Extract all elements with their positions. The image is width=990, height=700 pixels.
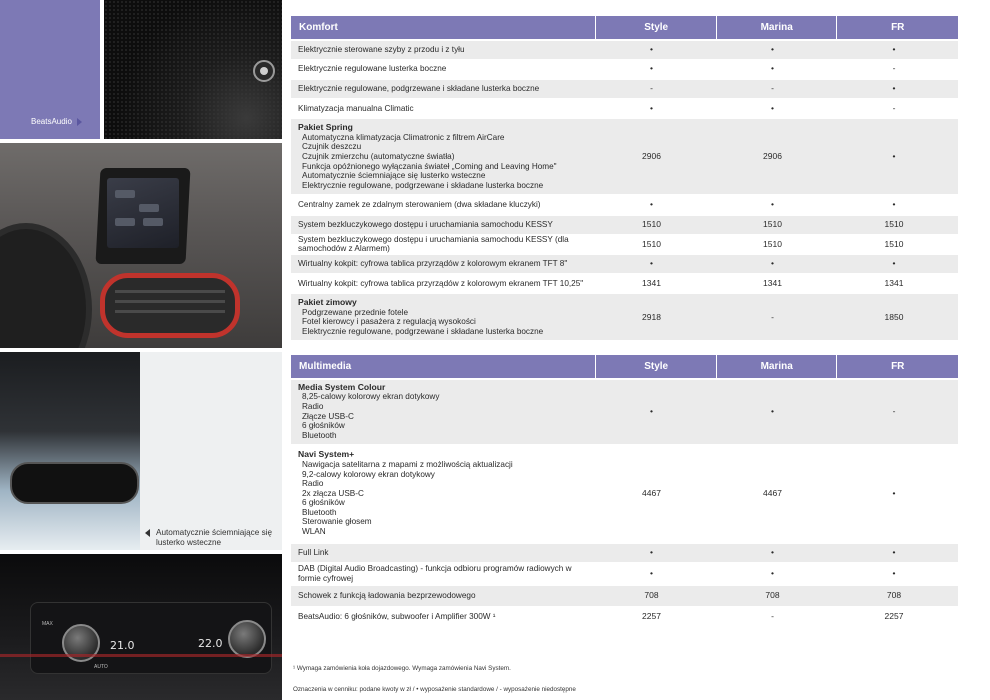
col-fr: FR: [891, 22, 905, 33]
value-marina: 4467: [763, 487, 782, 498]
feature-cell: [291, 80, 591, 98]
feature-cell: [291, 41, 591, 59]
feature-cell: [291, 380, 591, 444]
value-fr: •: [892, 43, 896, 54]
auto-label: AUTO: [94, 664, 108, 670]
value-fr: •: [892, 258, 896, 269]
value-style: 1341: [642, 277, 661, 288]
value-marina: 1510: [763, 238, 782, 249]
beats-audio-label: BeatsAudio: [31, 117, 72, 126]
value-fr: 2257: [884, 610, 904, 621]
feature-line: Bluetooth: [302, 430, 337, 440]
price-legend: Oznaczenia w cenniku: podane kwoty w zł / • wyposażenie standardowe / - wyposażenie niedostępne: [293, 686, 576, 693]
value-fr: 1510: [884, 238, 904, 249]
left-temperature-readout: 21.0: [110, 639, 135, 652]
feature-line: Centralny zamek ze zdalnym sterowaniem (dwa składane kluczyki): [298, 200, 541, 210]
komfort-table: [291, 16, 958, 340]
feature-line: Wirtualny kokpit: cyfrowa tablica przyrządów z kolorowym ekranem TFT 10,25": [298, 278, 584, 288]
feature-line: Czujnik deszczu: [302, 142, 362, 152]
mirror-caption: Automatycznie ściemniające się lusterko wsteczne: [156, 528, 273, 547]
value-style: •: [650, 546, 653, 557]
value-marina: -: [771, 83, 774, 94]
value-marina: •: [771, 63, 774, 74]
steering-wheel-shape: [0, 223, 92, 348]
beats-audio-tile: [0, 0, 100, 139]
feature-line: Elektrycznie regulowane, podgrzewane i składane lusterka boczne: [302, 326, 544, 336]
feature-line: Schowek z funkcją ładowania bezprzewodowego: [298, 590, 476, 600]
komfort-header: [291, 16, 958, 39]
table-row: [291, 119, 958, 194]
table-row: [291, 216, 958, 234]
value-style: •: [650, 258, 653, 269]
value-fr: -: [892, 102, 896, 113]
table-row: [291, 294, 958, 340]
feature-line: System bezkluczykowego dostępu i uruchamiania samochodu KESSY (dla samochodów z Alarmem): [298, 234, 569, 254]
feature-line: DAB (Digital Audio Broadcasting) - funkcja odbioru programów radiowych w formie cyfrowej: [298, 563, 572, 583]
package-title: Pakiet zimowy: [298, 297, 357, 308]
table-row: [291, 586, 958, 606]
value-fr: •: [892, 546, 896, 557]
feature-cell: [291, 119, 591, 194]
table-row: [291, 100, 958, 118]
value-marina: -: [771, 311, 774, 322]
feature-line: 6 głośników: [302, 498, 345, 508]
col-marina: Marina: [717, 355, 838, 378]
package-title: Media System Colour: [298, 381, 386, 392]
table-row: [291, 80, 958, 98]
value-fr: 708: [886, 589, 902, 600]
feature-line: Podgrzewane przednie fotele: [302, 307, 409, 317]
value-fr: •: [892, 150, 896, 161]
air-vent-shape: [100, 273, 240, 338]
package-title: Pakiet Spring: [298, 122, 353, 133]
value-marina: •: [771, 405, 774, 416]
value-fr: •: [892, 567, 896, 578]
value-marina: 708: [765, 589, 780, 600]
feature-line: 9,2-calowy kolorowy ekran dotykowy: [302, 469, 435, 479]
mirror-housing-shape: [10, 462, 139, 504]
value-style: 4467: [642, 487, 661, 498]
feature-line: BeatsAudio: 6 głośników, subwoofer i Amplifier 300W ¹: [298, 611, 496, 621]
package-title: Navi System+: [298, 449, 355, 460]
caption-arrow-icon: [145, 529, 150, 537]
right-temperature-knob: [228, 620, 266, 658]
multimedia-header: [291, 355, 958, 378]
feature-line: Bluetooth: [302, 507, 337, 517]
feature-cell: [291, 586, 591, 606]
value-style: •: [650, 43, 653, 54]
value-style: 2257: [642, 610, 661, 621]
infotainment-screen: [107, 178, 179, 248]
feature-line: Elektrycznie regulowane, podgrzewane i składane lusterka boczne: [302, 180, 544, 190]
value-fr: •: [892, 199, 896, 210]
value-style: 2918: [642, 311, 661, 322]
feature-cell: [291, 446, 591, 542]
feature-cell: [291, 294, 591, 340]
feature-line: System bezkluczykowego dostępu i uruchamiania samochodu KESSY: [298, 219, 553, 229]
play-arrow-icon: [77, 118, 82, 126]
value-fr: -: [892, 63, 896, 74]
value-style: •: [650, 199, 653, 210]
value-marina: •: [771, 258, 774, 269]
footnote: ¹ Wymaga zamówienia koła dojazdowego. Wymaga zamówienia Navi System.: [293, 665, 511, 672]
value-style: 1510: [642, 218, 661, 229]
table-row: [291, 380, 958, 444]
feature-line: 8,25-calowy kolorowy ekran dotykowy: [302, 392, 440, 402]
feature-line: Radio: [302, 479, 324, 489]
feature-cell: [291, 608, 591, 626]
feature-line: Nawigacja satelitarna z mapami z możliwością aktualizacji: [302, 459, 513, 469]
feature-cell: [291, 235, 591, 253]
feature-cell: [291, 196, 591, 214]
value-marina: 2906: [763, 150, 782, 161]
feature-line: Elektrycznie sterowane szyby z przodu i z tyłu: [298, 44, 465, 54]
table-row: [291, 608, 958, 626]
feature-line: Automatycznie ściemniające się lusterko wsteczne: [302, 171, 486, 181]
value-style: -: [650, 83, 653, 94]
feature-line: Elektrycznie regulowane lusterka boczne: [298, 64, 447, 74]
table-row: [291, 41, 958, 59]
feature-cell: [291, 564, 591, 584]
table-row: [291, 446, 958, 542]
speaker-logo-icon: [253, 60, 275, 82]
value-marina: •: [771, 102, 774, 113]
value-fr: -: [892, 405, 896, 416]
value-style: 2906: [642, 150, 661, 161]
col-fr: FR: [891, 361, 905, 372]
multimedia-title: Multimedia: [291, 355, 596, 378]
caption-background: [140, 352, 282, 550]
value-marina: •: [771, 567, 774, 578]
feature-line: Radio: [302, 401, 324, 411]
value-fr: •: [892, 487, 896, 498]
value-marina: 1341: [763, 277, 782, 288]
max-label: MAX: [42, 621, 53, 627]
table-row: [291, 60, 958, 78]
value-marina: •: [771, 546, 774, 557]
feature-line: Klimatyzacja manualna Climatic: [298, 103, 414, 113]
feature-line: Elektrycznie regulowane, podgrzewane i składane lusterka boczne: [298, 84, 540, 94]
col-style: Style: [596, 355, 717, 378]
feature-line: 2x złącza USB-C: [302, 488, 364, 498]
value-marina: 1510: [763, 218, 782, 229]
table-row: [291, 544, 958, 562]
feature-cell: [291, 255, 591, 273]
climate-panel-photo: [0, 554, 282, 700]
value-style: •: [650, 102, 653, 113]
value-marina: •: [771, 43, 774, 54]
table-row: [291, 255, 958, 273]
rearview-mirror-photo: [0, 352, 140, 550]
feature-cell: [291, 275, 591, 293]
speaker-grille-photo: [104, 0, 282, 139]
value-marina: •: [771, 199, 774, 210]
value-style: •: [650, 405, 653, 416]
feature-cell: [291, 100, 591, 118]
table-row: [291, 275, 958, 293]
table-row: [291, 564, 958, 584]
feature-line: 6 głośników: [302, 421, 345, 431]
right-temperature-readout: 22.0: [198, 637, 223, 650]
value-fr: •: [892, 83, 896, 94]
feature-line: Złącze USB-C: [302, 411, 354, 421]
dashboard-photo: [0, 143, 282, 348]
feature-line: Wirtualny kokpit: cyfrowa tablica przyrządów z kolorowym ekranem TFT 8": [298, 259, 568, 269]
feature-line: Fotel kierowcy i pasażera z regulacją wysokości: [302, 317, 476, 327]
feature-line: WLAN: [302, 527, 326, 537]
feature-line: Automatyczna klimatyzacja Climatronic z filtrem AirCare: [302, 132, 505, 142]
value-style: 708: [644, 589, 659, 600]
multimedia-table: [291, 355, 958, 626]
komfort-title: Komfort: [291, 16, 596, 39]
value-fr: 1850: [884, 311, 904, 322]
table-row: [291, 235, 958, 253]
feature-line: Funkcja opóźnionego wyłączania świateł „Coming and Leaving Home": [302, 161, 557, 171]
value-marina: -: [771, 610, 774, 621]
value-fr: 1510: [884, 218, 904, 229]
feature-cell: [291, 216, 591, 234]
feature-cell: [291, 544, 591, 562]
feature-cell: [291, 60, 591, 78]
col-marina: Marina: [717, 16, 838, 39]
value-fr: 1341: [884, 277, 904, 288]
col-style: Style: [596, 16, 717, 39]
feature-line: Full Link: [298, 547, 329, 557]
feature-line: Czujnik zmierzchu (automatyczne światła): [302, 151, 455, 161]
value-style: •: [650, 567, 653, 578]
table-row: [291, 196, 958, 214]
feature-line: Sterowanie głosem: [302, 517, 372, 527]
value-style: •: [650, 63, 653, 74]
value-style: 1510: [642, 238, 661, 249]
